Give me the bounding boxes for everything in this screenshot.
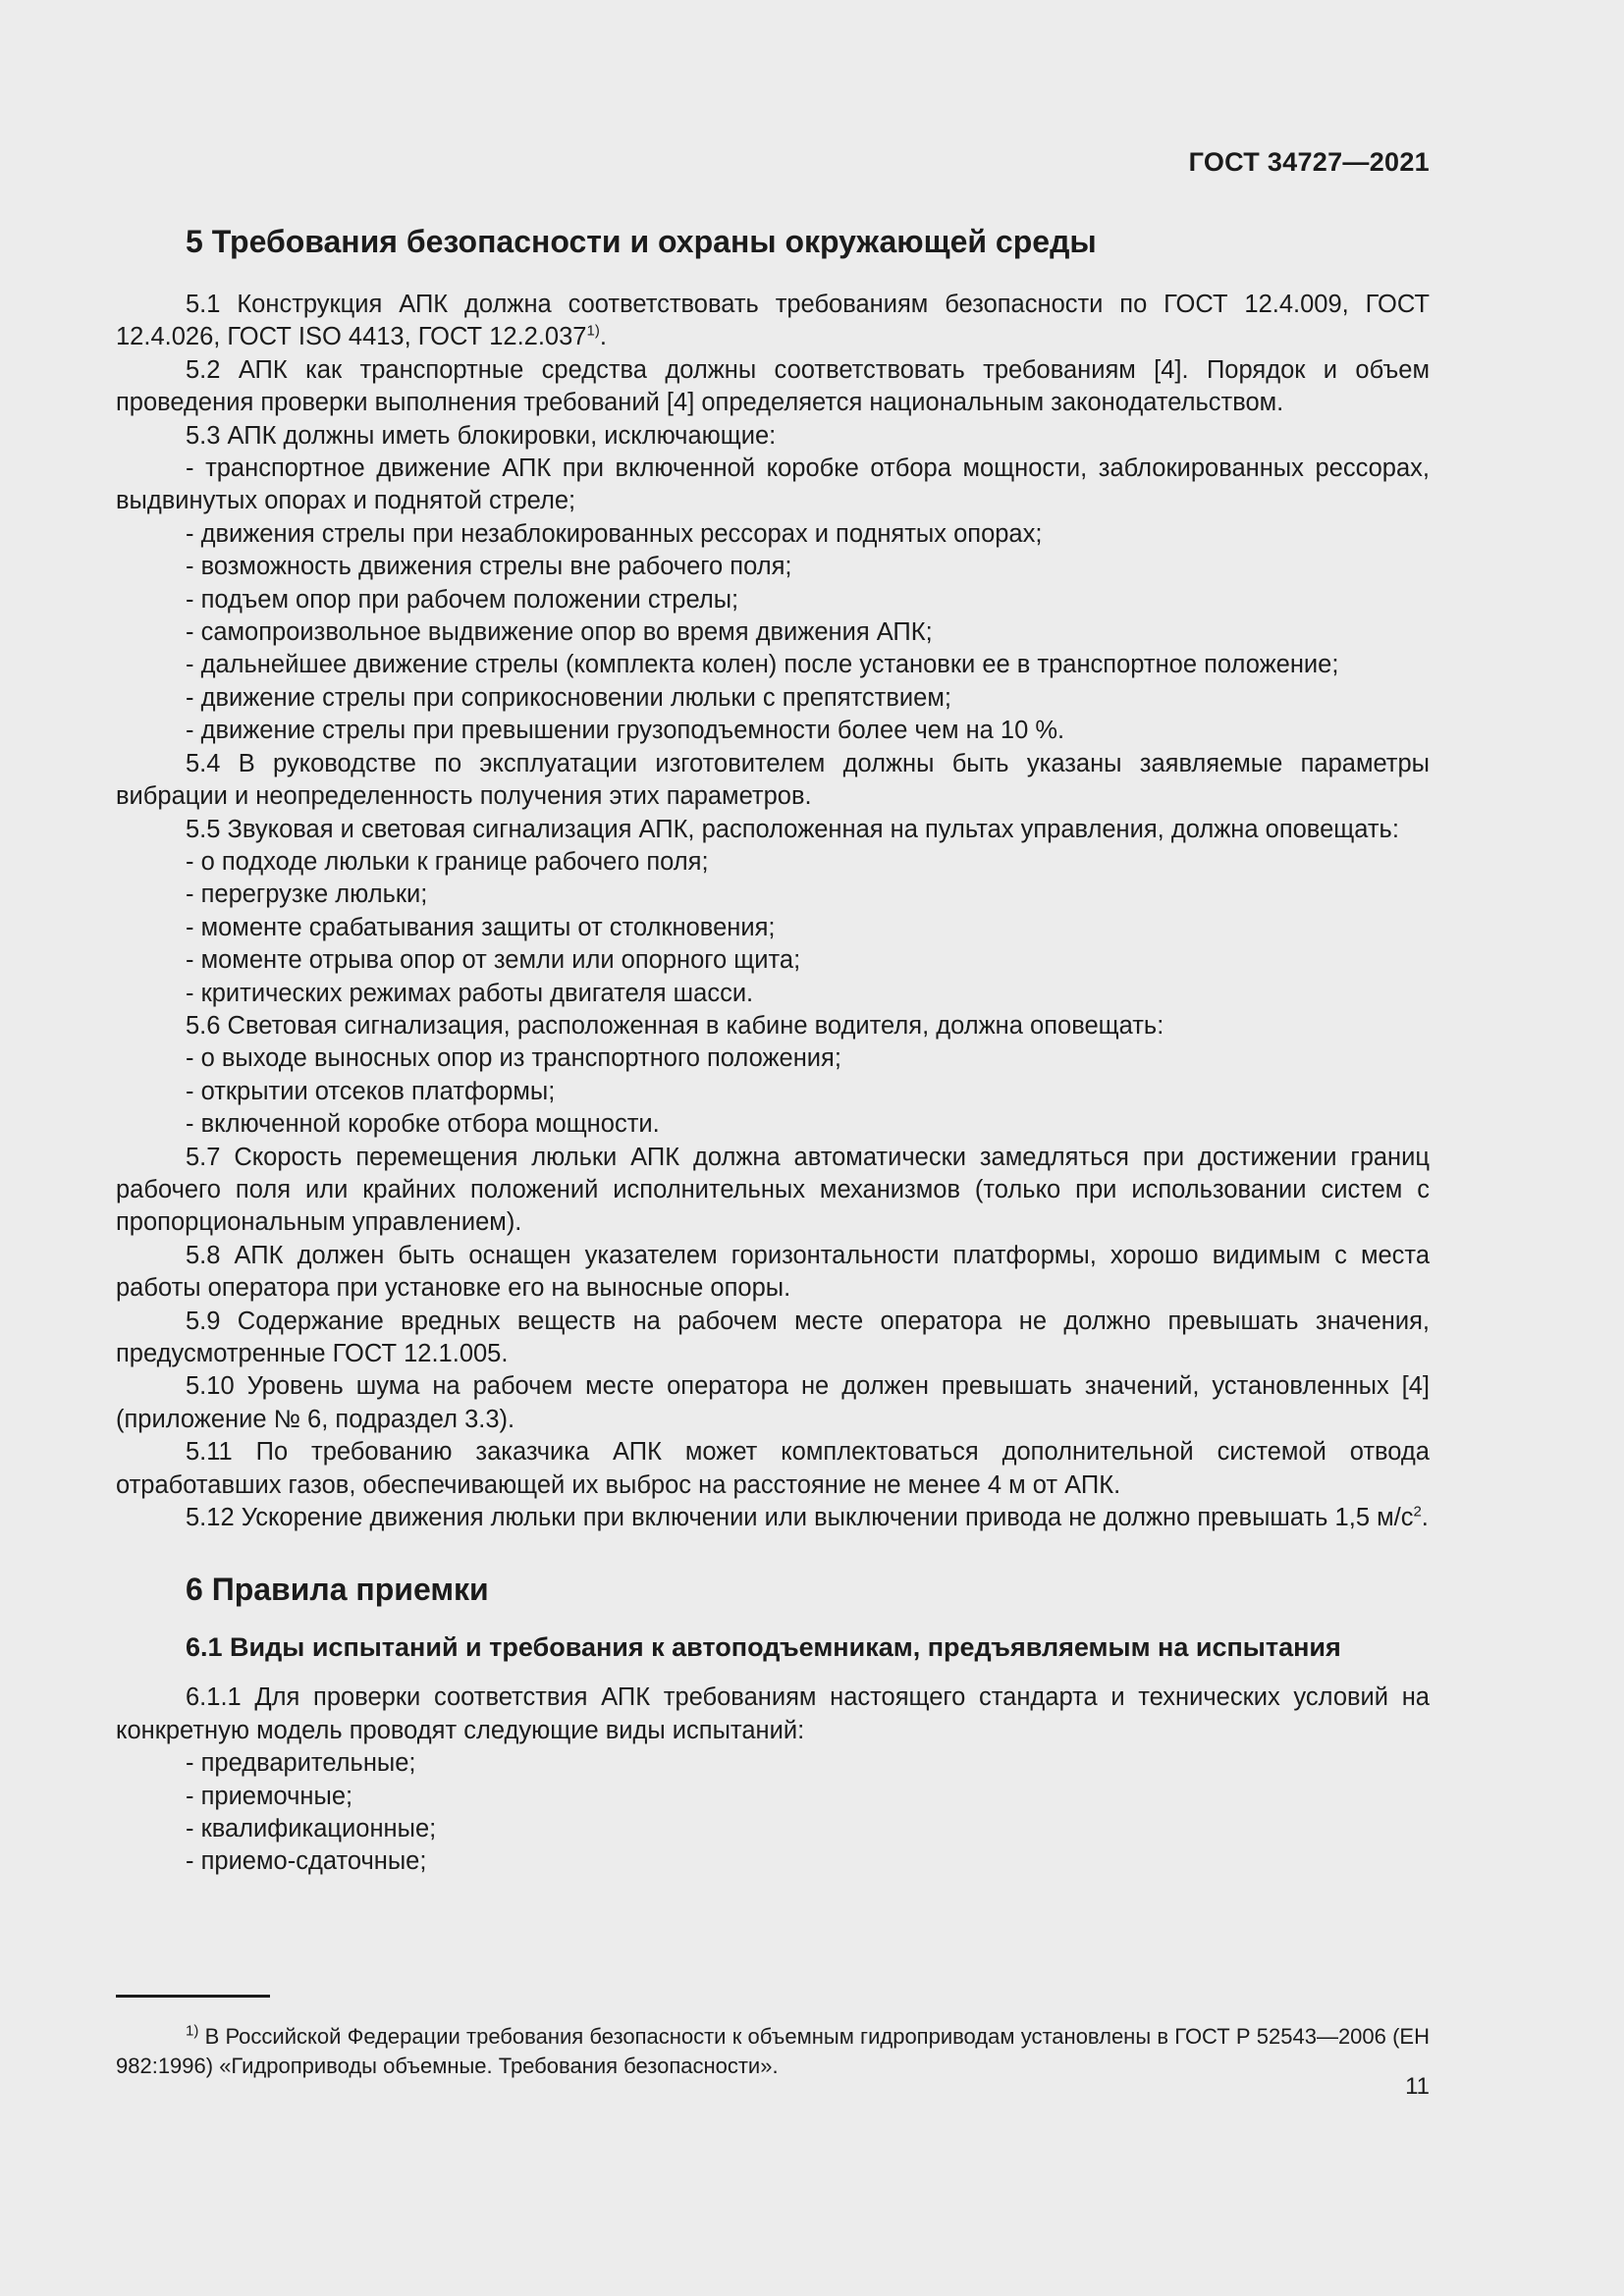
paragraph-5-11: 5.11 По требованию заказчика АПК может комплектоваться дополнительной системой отвода отработавших газов, обеспечивающей их выброс на расстояние не менее 4 м от АПК. [116, 1438, 1430, 1499]
page-number: 11 [1405, 2073, 1430, 2100]
list-item: - дальнейшее движение стрелы (комплекта колен) после установки ее в транспортное положение; [186, 651, 1339, 679]
page-content [116, 222, 1430, 1879]
paragraph-5-3: 5.3 АПК должны иметь блокировки, исключающие: [186, 421, 777, 450]
list-item: - предварительные; [186, 1749, 416, 1778]
footnote-ref[interactable]: 1) [586, 322, 600, 340]
section-5-heading: 5 Требования безопасности и охраны окружающей среды [186, 224, 1097, 259]
footnote [116, 2022, 1430, 2081]
list-item: - открытии отсеков платформы; [186, 1077, 556, 1105]
list-item: - движения стрелы при незаблокированных рессорах и поднятых опорах; [186, 519, 1043, 548]
footnote-separator [116, 1995, 270, 1998]
list-item: - квалификационные; [186, 1815, 437, 1843]
paragraph-5-9: 5.9 Содержание вредных веществ на рабочем месте оператора не должно превышать значения, предусмотренные ГОСТ 12.1.005. [116, 1307, 1430, 1367]
list-item: - о выходе выносных опор из транспортного положения; [186, 1044, 841, 1073]
paragraph-5-1: 5.1 Конструкция АПК должна соответствовать требованиям безопасности по ГОСТ 12.4.009, ГОСТ 12.4.026, ГОСТ ISO 4413, ГОСТ 12.2.037$^{1)}$. [116, 291, 1430, 351]
superscript-2: 2 [1413, 1503, 1422, 1521]
paragraph-5-12: 5.12 Ускорение движения люльки при включении или выключении привода не должно превышать 1,5 $м/с^2$. [186, 1503, 1429, 1532]
paragraph-6-1-1: 6.1.1 Для проверки соответствия АПК требованиям настоящего стандарта и технических условий на конкретную модель проводят следующие виды испытаний: [116, 1683, 1430, 1744]
subsection-6-1-heading: 6.1 Виды испытаний и требования к автоподъемникам, предъявляемым на испытания [186, 1632, 1341, 1663]
paragraph-5-6: 5.6 Световая сигнализация, расположенная в кабине водителя, должна оповещать: [186, 1011, 1164, 1040]
paragraph-5-8: 5.8 АПК должен быть оснащен указателем горизонтальности платформы, хорошо видимым с места работы оператора при установке его на выносные опоры. [116, 1241, 1430, 1303]
list-item: - моменте отрыва опор от земли или опорного щита; [186, 946, 801, 975]
paragraph-5-7: 5.7 Скорость перемещения люльки АПК должна автоматически замедляться при достижении границ рабочего поля или крайних положений исполнительных механизмов (только при использовании систем с пропорциональным управлением). [116, 1143, 1430, 1237]
paragraph-5-5: 5.5 Звуковая и световая сигнализация АПК, расположенная на пультах управления, должна оповещать: [186, 815, 1399, 843]
list-item: - критических режимах работы двигателя шасси. [186, 979, 754, 1007]
section-6-heading: 6 Правила приемки [186, 1572, 489, 1608]
list-item: - приемочные; [186, 1782, 353, 1810]
list-item: - возможность движения стрелы вне рабочего поля; [186, 553, 792, 581]
list-item: - подъем опор при рабочем положении стрелы; [186, 585, 739, 614]
list-item: - транспортное движение АПК при включенной коробке отбора мощности, заблокированных рессорах, выдвинутых опорах и поднятой стреле; [116, 454, 1430, 515]
list-item: - моменте срабатывания защиты от столкновения; [186, 913, 776, 941]
list-item: - движение стрелы при соприкосновении люльки с препятствием; [186, 683, 951, 712]
list-item: - приемо-сдаточные; [186, 1847, 427, 1876]
footnote-text: В Российской Федерации требования безопасности к объемным гидроприводам установлены в ГОСТ Р 52543—2006 (ЕН 982:1996) «Гидроприводы объемные. Требования безопасности». [116, 2024, 1430, 2078]
list-item: - перегрузке люльки; [186, 881, 428, 909]
document-code: ГОСТ 34727—2021 [1188, 147, 1430, 177]
paragraph-5-2: 5.2 АПК как транспортные средства должны соответствовать требованиям [4]. Порядок и объем проведения проверки выполнения требований [4] определяется национальным законодательством. [116, 355, 1430, 417]
list-item: - движение стрелы при превышении грузоподъемности более чем на 10 %. [186, 717, 1065, 745]
list-item: - включенной коробке отбора мощности. [186, 1110, 660, 1139]
footnote-marker: 1) [186, 2022, 199, 2040]
list-item: - о подходе люльки к границе рабочего поля; [186, 847, 709, 876]
paragraph-5-10: 5.10 Уровень шума на рабочем месте оператора не должен превышать значений, установленных [4] (приложение № 6, подраздел 3.3). [116, 1372, 1430, 1433]
list-item: - самопроизвольное выдвижение опор во время движения АПК; [186, 618, 933, 647]
paragraph-5-4: 5.4 В руководстве по эксплуатации изготовителем должны быть указаны заявляемые параметры вибрации и неопределенность получения этих параметров. [116, 749, 1430, 811]
